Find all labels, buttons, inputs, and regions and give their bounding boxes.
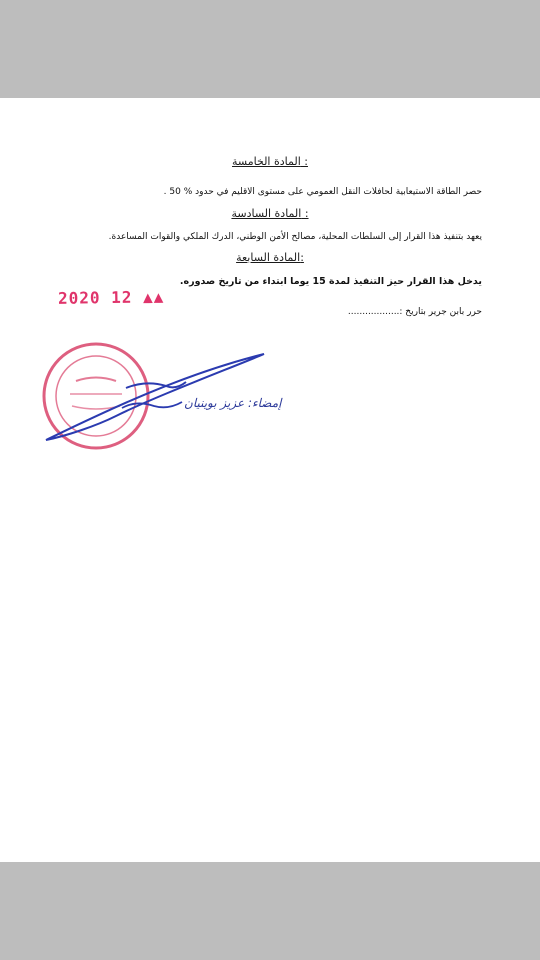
bottom-margin	[0, 862, 540, 960]
signature-caption: إمضاء: عزيز بوينيان	[184, 396, 282, 410]
article7-text: يدخل هذا القرار حيز التنفيذ لمدة 15 يوما ابتداء من تاريخ صدوره.	[179, 276, 482, 287]
article6-text: يعهد بتنفيذ هذا القرار إلى السلطات المحلية، مصالح الأمن الوطني، الدرك الملكي والقوات المساعدة.	[108, 232, 482, 242]
date-stamp: 2020 12 ▲▲	[57, 287, 165, 308]
article6-heading: المادة السادسة :	[231, 207, 309, 220]
article7-heading: المادة السابعة:	[236, 251, 304, 264]
article5-text: حصر الطاقة الاستيعابية لحافلات النقل العمومي على مستوى الاقليم في حدود % 50 .	[163, 187, 482, 197]
top-margin	[0, 0, 540, 98]
date-line: حرر بابن جرير بتاريخ :..................	[347, 307, 482, 317]
article5-heading: المادة الخامسة :	[232, 155, 308, 168]
